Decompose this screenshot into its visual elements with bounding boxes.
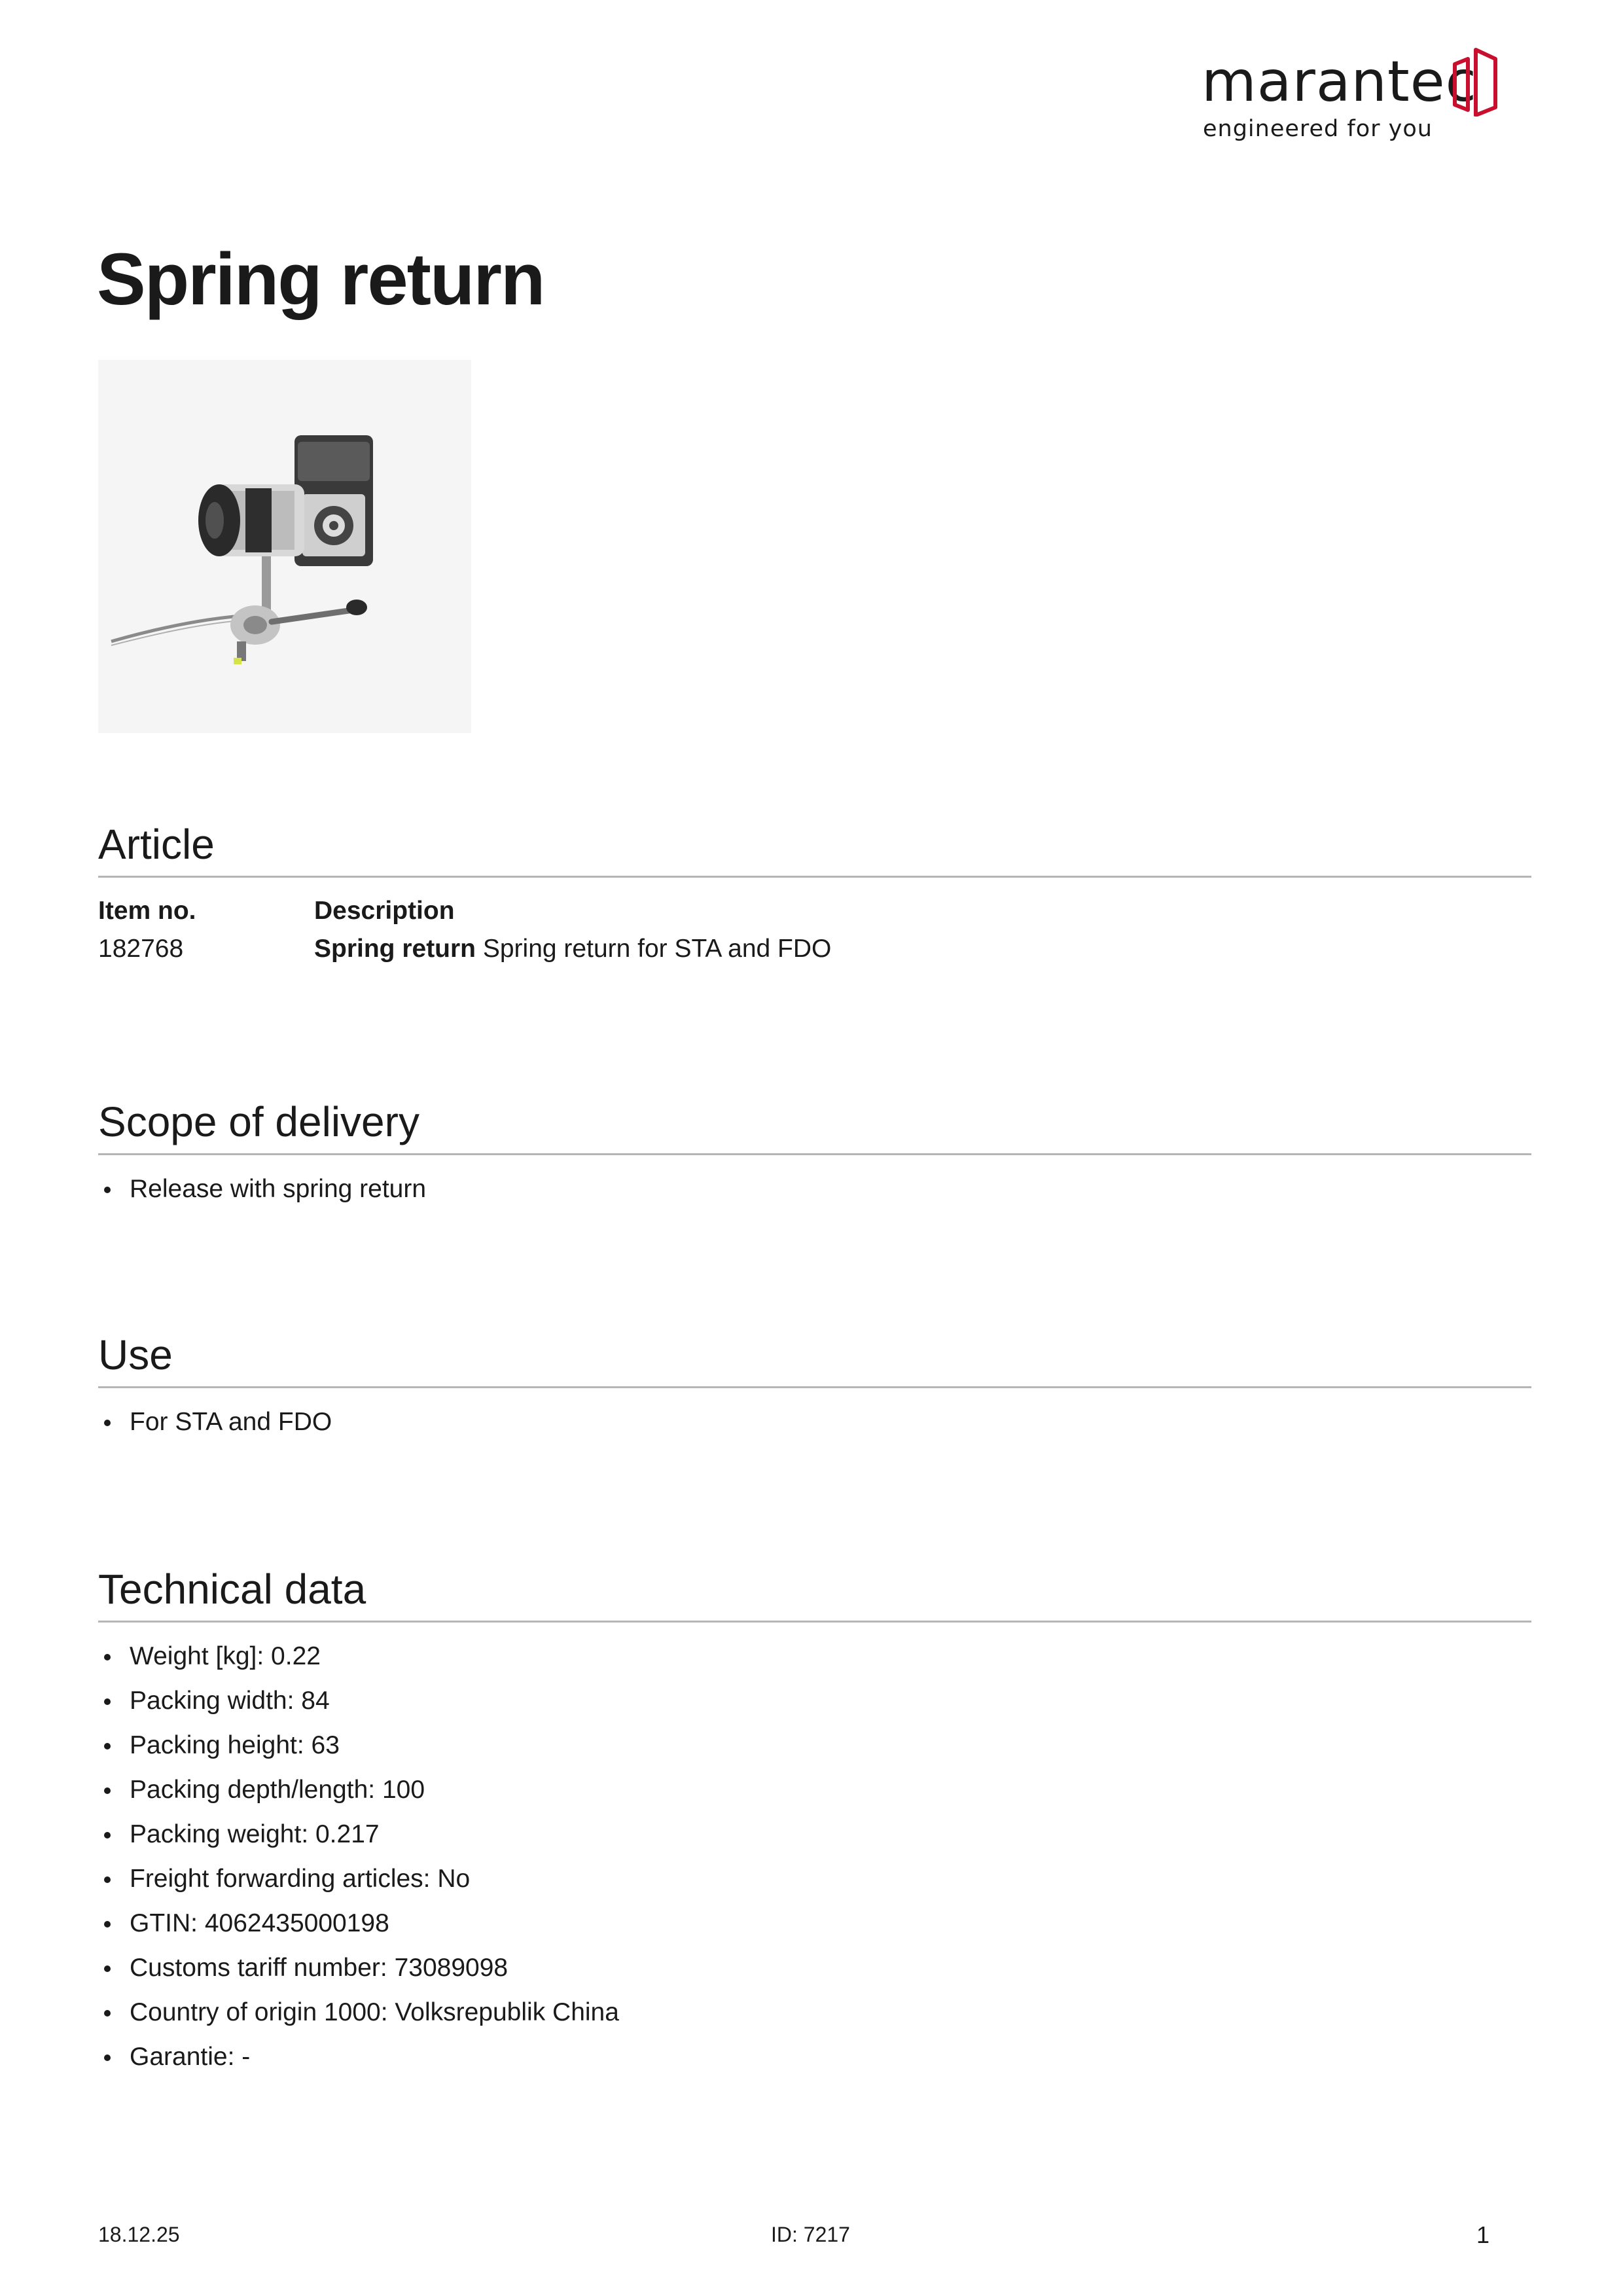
- technical-list: [98, 1634, 1531, 2079]
- list-item: Packing width: 84: [98, 1679, 1531, 1723]
- technical-heading: Technical data: [98, 1568, 1531, 1623]
- scope-list: [98, 1167, 1531, 1211]
- brand-logo: [1202, 41, 1503, 152]
- brand-tagline: engineered for you: [1203, 116, 1433, 142]
- use-heading: Use: [98, 1334, 1531, 1388]
- item-no-header: Item no.: [98, 897, 196, 925]
- product-photo-icon: [98, 360, 471, 733]
- list-item: For STA and FDO: [98, 1400, 1531, 1444]
- list-item: Packing weight: 0.217: [98, 1812, 1531, 1857]
- list-item: Freight forwarding articles: No: [98, 1857, 1531, 1901]
- article-header-row: [98, 892, 1531, 930]
- page-number: 1: [1476, 2221, 1490, 2248]
- description-bold: Spring return: [314, 935, 476, 963]
- list-item: Customs tariff number: 73089098: [98, 1946, 1531, 1990]
- article-section: [98, 823, 1531, 968]
- description-value: [314, 930, 1531, 968]
- item-no-value: 182768: [98, 935, 184, 963]
- scope-heading: Scope of delivery: [98, 1101, 1531, 1155]
- brand-name: marantec: [1202, 49, 1477, 115]
- list-item: Packing height: 63: [98, 1723, 1531, 1768]
- list-item: GTIN: 4062435000198: [98, 1901, 1531, 1946]
- article-row: [98, 930, 1531, 968]
- article-table: [98, 892, 1531, 968]
- brand-mark-icon: [1451, 45, 1500, 117]
- list-item: Country of origin 1000: Volksrepublik China: [98, 1990, 1531, 2035]
- article-heading: Article: [98, 823, 1531, 878]
- product-image: [98, 360, 471, 733]
- list-item: Garantie: -: [98, 2035, 1531, 2079]
- footer-date: 18.12.25: [98, 2223, 180, 2246]
- list-item: Packing depth/length: 100: [98, 1768, 1531, 1812]
- technical-section: [98, 1568, 1531, 2079]
- use-list: [98, 1400, 1531, 1444]
- use-section: [98, 1331, 1531, 1444]
- description-header: Description: [314, 897, 455, 925]
- list-item: Weight [kg]: 0.22: [98, 1634, 1531, 1679]
- list-item: Release with spring return: [98, 1167, 1531, 1211]
- page-title: Spring return: [97, 238, 544, 321]
- footer-id: ID: 7217: [771, 2223, 850, 2246]
- scope-section: [98, 1098, 1531, 1211]
- description-text: Spring return for STA and FDO: [482, 935, 832, 963]
